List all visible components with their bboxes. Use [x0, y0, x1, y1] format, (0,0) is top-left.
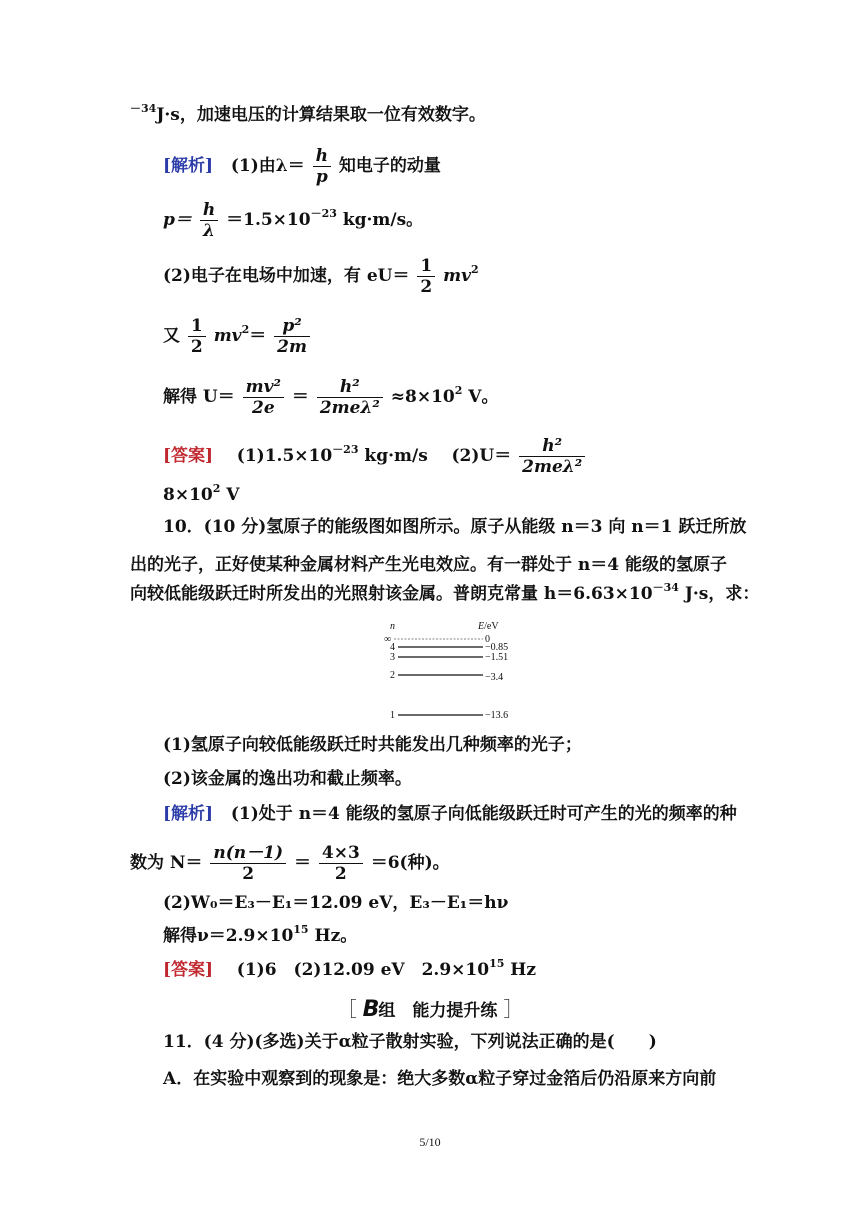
top-continuation-line: $^{-34}$J·s，加速电压的计算结果取一位有效数字。 [130, 102, 486, 125]
level-n-label: 2 [390, 670, 395, 681]
analysis2-line4: 解得$\nu=2.9\times 10^{15}$ Hz。 [163, 923, 358, 946]
level-energy-label: −0.85 [485, 642, 509, 653]
fraction: $\frac{4\times 3}{2}$ [319, 843, 363, 884]
analysis1-line2: p＝ $\frac{h}{\lambda}$ $=1.5\times 10^{-23}$ kg·m/s。 [163, 200, 424, 241]
question10-line3: 向较低能级跃迁时所发出的光照射该金属。普朗克常量 $h=6.63\times 10^{-34}$ J·s，求： [130, 581, 760, 604]
fraction: $\frac{\text{h²}}{\text{2meλ²}}$ [519, 436, 585, 477]
fraction: $\frac{\text{p²}}{2m}$ [274, 316, 310, 357]
analysis2-line1: [解析] (1)处于 n＝4 能级的氢原子向低能级跃迁时可产生的光的频率的种 [163, 804, 737, 824]
fraction: $\frac{\text{h²}}{\text{2meλ²}}$ [317, 377, 383, 418]
section-letter: B [362, 997, 379, 1022]
analysis1-line5: 解得 U＝ $\frac{\text{mv²}}{2e}$ ＝ $\frac{\text{h²}}{\text{2meλ²}}$ $\approx 8\times 10^2$ V。 [163, 377, 499, 418]
fraction: $\frac{n(n-1)}{2}$ [210, 843, 286, 884]
analysis-tag: [解析] [163, 804, 214, 824]
question10-line1: 10．(10 分)氢原子的能级图如图所示。原子从能级 n＝3 向 n＝1 跃迁所放 [163, 517, 747, 537]
answer-tag: [答案] [163, 960, 214, 980]
n-axis-label: n [390, 621, 395, 632]
section-header: ［ B组 能力提升练 ］ [336, 997, 524, 1022]
fraction: $\frac{1}{2}$ [188, 316, 206, 357]
analysis2-line2: 数为 N＝ $\frac{n(n-1)}{2}$ ＝ $\frac{4\times 3}{2}$ ＝6(种)。 [130, 843, 450, 884]
level-energy-label: −13.6 [485, 710, 509, 721]
level-energy-label: −3.4 [485, 672, 504, 683]
level-energy-label: −1.51 [485, 652, 509, 663]
analysis2-line3: (2)W₀＝E₃－E₁＝12.09 eV，E₃－E₁＝hν [163, 893, 509, 913]
fraction: $\frac{\text{mv²}}{2e}$ [243, 377, 284, 418]
answer2-line: [答案] (1)6 (2)12.09 eV $2.9\times 10^{15}$ Hz [163, 957, 537, 980]
analysis1-line3: (2)电子在电场中加速，有 eU＝ $\frac{1}{2}$ $mv^2$ [163, 256, 479, 297]
fraction: $\frac{h}{p}$ [313, 146, 331, 187]
answer1-line2: $8\times 10^2$ V [163, 482, 240, 505]
analysis-tag: [解析] [163, 156, 214, 176]
fraction: $\frac{h}{\lambda}$ [200, 200, 218, 241]
section-title: 组 能力提升练 [378, 1001, 498, 1021]
question10-sub1: (1)氢原子向较低能级跃迁时共能发出几种频率的光子； [163, 735, 582, 755]
level-n-label: ∞ [384, 634, 392, 645]
question11-option-a: A．在实验中观察到的现象是：绝大多数α粒子穿过金箔后仍沿原来方向前 [163, 1069, 717, 1089]
level-n-label: 3 [390, 652, 395, 663]
page-number: 5/10 [419, 1135, 441, 1149]
energy-axis-label: E/eV [478, 621, 499, 632]
analysis1-line4: 又 $\frac{1}{2}$ $mv^2=$ $\frac{\text{p²}}{2m}$ [163, 316, 312, 357]
level-n-label: 1 [390, 710, 395, 721]
level-n-label: 4 [390, 642, 395, 653]
energy-level-diagram [380, 618, 530, 724]
fraction: $\frac{1}{2}$ [417, 256, 435, 297]
question11-line: 11．(4 分)(多选)关于α粒子散射实验，下列说法正确的是( ) [163, 1032, 657, 1052]
analysis1-line1: [解析] (1)由λ＝ $\frac{h}{p}$ 知电子的动量 [163, 146, 441, 187]
answer1-line1: [答案] $(1)1.5\times 10^{-23}$ kg·m/s (2)U＝ $\frac{\text{h²}}{\text{2meλ²}}$ [163, 436, 587, 477]
level-energy-label: 0 [485, 634, 490, 645]
question10-sub2: (2)该金属的逸出功和截止频率。 [163, 769, 412, 789]
answer-tag: [答案] [163, 446, 214, 466]
question10-line2: 出的光子，正好使某种金属材料产生光电效应。有一群处于 n＝4 能级的氢原子 [130, 555, 728, 575]
